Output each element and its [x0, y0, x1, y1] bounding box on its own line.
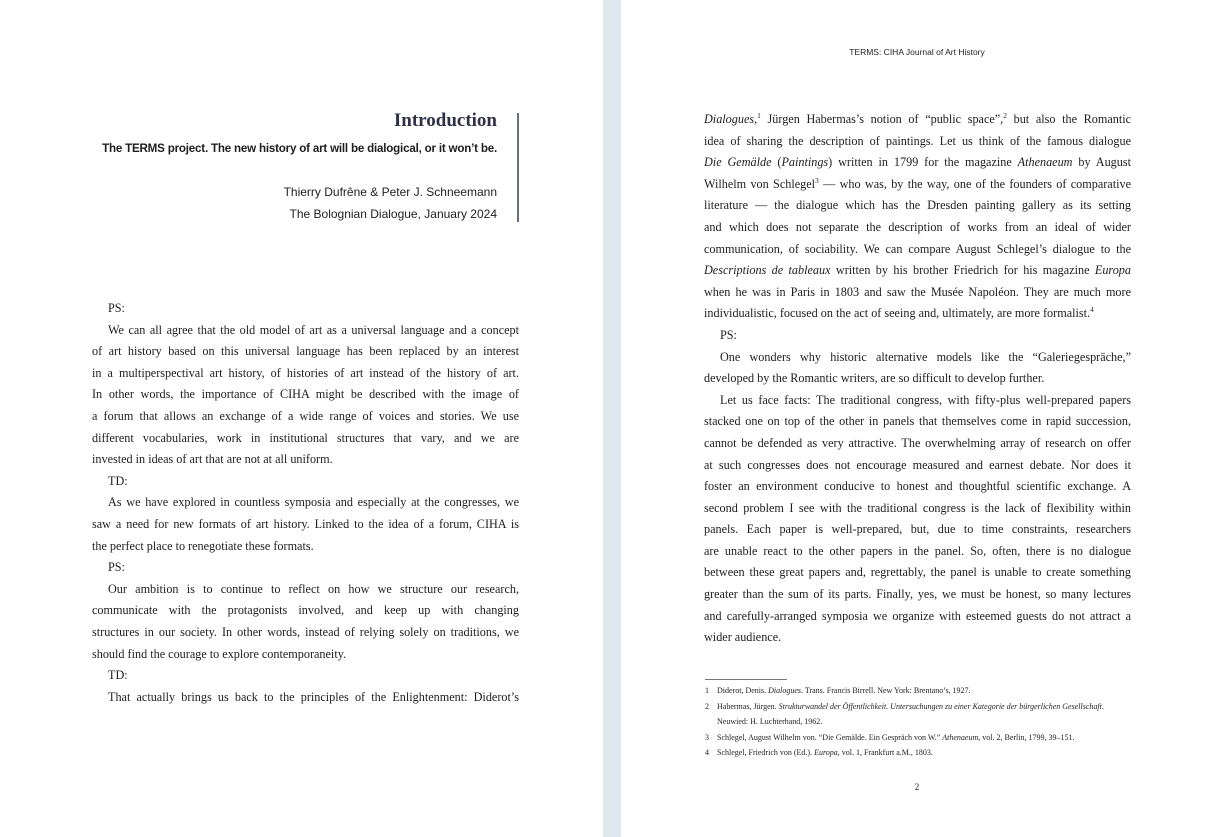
text-line: [92, 514, 519, 536]
text-line: [704, 152, 1131, 174]
text-span: ) written in 1799 for the magazine: [828, 155, 1018, 170]
text-line: [92, 406, 519, 428]
body-text-right: [704, 109, 1131, 649]
text-span: Our ambition is to continue to reflect on how we structure our research,: [108, 581, 519, 596]
text-line: [704, 174, 1131, 196]
footnotes: [705, 683, 1145, 761]
text-span: In other words, the importance of CIHA might be described with the image of: [92, 387, 519, 402]
text-span: individualistic, focused on the act of seeing and, ultimately, are more formalist.: [704, 306, 1091, 321]
text-line: [704, 195, 1131, 217]
text-line: [704, 584, 1131, 606]
footnote: [705, 730, 1145, 746]
text-span: saw a need for new formats of art history. Linked to the idea of a forum, CIHA is: [92, 516, 519, 531]
text-line: [704, 303, 1131, 325]
text-line: [92, 298, 519, 320]
text-span: but also the Romantic: [1006, 112, 1132, 126]
text-span: Athenaeum: [1017, 155, 1073, 170]
text-line: [92, 665, 519, 687]
text-line: [704, 217, 1131, 239]
text-span: and carefully-arranged symposia we organize with esteemed guests do not attract a: [704, 608, 1131, 623]
text-line: [704, 368, 1131, 390]
text-span: — who was, by the way, one of the founders of comparative: [818, 176, 1131, 191]
text-span: wider audience.: [704, 630, 782, 645]
body-text-left: [92, 298, 519, 708]
text-line: [704, 519, 1131, 541]
footnote: [705, 683, 1145, 699]
text-span: .: [1101, 701, 1104, 711]
text-span: literature — the dialogue which has the Dresden painting gallery as its setting: [704, 198, 1131, 213]
text-line: [92, 687, 519, 709]
text-span: written by his brother Friedrich for his magazine: [830, 263, 1095, 278]
text-span: greater than the sum of its parts. Finally, yes, we must be honest, so many lectures: [704, 587, 1131, 602]
text-span: by August: [1072, 155, 1131, 170]
text-span: Habermas, Jürgen.: [717, 701, 779, 711]
page-number: 2: [914, 782, 920, 792]
text-line: [92, 644, 519, 666]
footnote-number: 4: [705, 748, 709, 757]
text-span: stacked one on top of the other in panels that themselves come in rapid succession,: [704, 414, 1131, 429]
text-line: [92, 363, 519, 385]
text-line: [704, 390, 1131, 412]
text-line: [704, 325, 1131, 347]
text-span: Die Gemälde: [704, 155, 772, 170]
running-header: TERMS: CIHA Journal of Art History: [849, 47, 985, 57]
text-span: Jürgen Habermas’s notion of “public space”,: [760, 112, 1004, 126]
text-span: different vocabularies, work in institutional structures that vary, and we are: [92, 430, 519, 445]
text-span: Schlegel, August Wilhelm von. “Die Gemälde. Ein Gespräch von W.”: [717, 732, 943, 742]
authors: Thierry Dufrêne & Peter J. Schneemann: [283, 185, 497, 199]
text-span: of art history based on this universal language has been replaced by an interest: [92, 344, 519, 359]
text-span: That actually brings us back to the principles of the Enlightenment: Diderot’s: [108, 689, 519, 704]
text-line: [92, 471, 519, 493]
text-span: at such congresses does not encourage measured and earnest debate. Nor does it: [704, 457, 1131, 472]
text-span: Europa: [814, 748, 838, 757]
text-span: idea of sharing the description of paintings. Let us think of the famous dialogue: [704, 133, 1131, 148]
footnote: [705, 699, 1145, 730]
footnote: [705, 745, 1145, 761]
text-span: Dialogues: [768, 686, 801, 695]
text-line: [92, 557, 519, 579]
footnote-ref: 2: [1003, 111, 1007, 120]
text-line: [92, 579, 519, 601]
text-span: Neuwied: H. Luchterhand, 1962.: [717, 717, 823, 726]
text-line: [704, 131, 1131, 153]
footnote-number: 3: [705, 732, 709, 742]
text-span: Paintings: [781, 155, 829, 170]
text-line: [704, 282, 1131, 304]
footnote-ref: 1: [757, 111, 761, 120]
title-rule: [517, 113, 519, 222]
text-span: Athenaeum: [942, 732, 979, 742]
text-span: (: [771, 155, 782, 170]
footnote-number: 1: [705, 686, 709, 695]
text-line: [704, 433, 1131, 455]
text-span: Europa: [1094, 263, 1131, 278]
text-span: As we have explored in countless symposia and especially at the congresses, we: [108, 495, 519, 510]
text-span: and which does not separate the description of works from an ideal of wider: [704, 219, 1131, 234]
text-span: cannot be defended as very attractive. The overwhelming array of research on offer: [704, 435, 1131, 450]
text-line: [704, 606, 1131, 628]
text-span: in a multiperspectival art history, of histories of art instead of the history of art.: [92, 365, 519, 380]
page-title: Introduction: [393, 110, 497, 131]
text-span: TD:: [108, 668, 128, 683]
text-span: Let us face facts: The traditional congress, with fifty-plus well-prepared papers: [720, 392, 1131, 407]
text-span: invested in ideas of art that are not at all uniform.: [92, 452, 333, 467]
text-line: [92, 341, 519, 363]
text-line: [704, 260, 1131, 282]
text-span: , vol. 1, Frankfurt a.M., 1803.: [837, 748, 933, 757]
text-span: structures in our society. In other words, instead of relying solely on traditions, we: [92, 624, 519, 639]
text-line: [704, 541, 1131, 563]
text-line: [92, 600, 519, 622]
text-span: Strukturwandel der Öffentlichkeit. Untersuchungen zu einer Kategorie der bürgerlichen Gesellschaft: [778, 701, 1102, 711]
subtitle: The TERMS project. The new history of art will be dialogical, or it won’t be.: [102, 142, 497, 155]
text-line: [704, 347, 1131, 369]
text-line: [92, 449, 519, 471]
text-span: Diderot, Denis.: [717, 686, 769, 695]
text-span: Wilhelm von Schlegel: [704, 176, 816, 191]
text-line: [704, 109, 1131, 131]
text-span: panels. Each paper is well-prepared, but, due to time constraints, researchers: [704, 522, 1131, 537]
text-line: [704, 239, 1131, 261]
footnote-number: 2: [705, 701, 709, 711]
text-line: [92, 384, 519, 406]
text-span: communication, of sociability. We can compare August Schlegel’s dialogue to the: [704, 241, 1131, 256]
text-span: Schlegel, Friedrich von (Ed.).: [717, 748, 815, 757]
text-span: should find the courage to explore contemporaneity.: [92, 646, 347, 661]
text-span: when he was in Paris in 1803 and saw the Musée Napoléon. They are much more: [704, 284, 1131, 299]
text-span: Descriptions de tableaux: [704, 263, 831, 278]
text-span: PS:: [108, 301, 125, 315]
dateline: The Bolognian Dialogue, January 2024: [289, 207, 497, 221]
text-span: PS:: [108, 560, 125, 575]
footnote-ref: 3: [815, 175, 819, 185]
footnote-ref: 4: [1090, 305, 1094, 315]
text-span: Dialogues,: [704, 112, 758, 126]
text-line: [92, 536, 519, 558]
text-span: communicate with the protagonists involved, and keep up with changing: [92, 603, 519, 618]
text-span: a forum that allows an exchange of a wide range of voices and stories. We use: [92, 408, 519, 423]
text-line: [704, 627, 1131, 649]
text-line: [92, 492, 519, 514]
page-left: [0, 0, 603, 837]
text-line: [704, 455, 1131, 477]
text-span: foster an environment conducive to honest and thoughtful scientific exchange. A: [704, 479, 1131, 494]
text-span: PS:: [720, 327, 737, 342]
text-line: [704, 498, 1131, 520]
text-span: are unable react to the other papers in the panel. So, often, there is no dialogue: [704, 543, 1131, 558]
text-line: [704, 411, 1131, 433]
footnote-rule: [705, 679, 787, 680]
text-line: [92, 622, 519, 644]
text-span: the perfect place to renegotiate these formats.: [92, 538, 314, 553]
text-line: [92, 428, 519, 450]
text-span: between these great papers and, regrettably, the panel is unable to create something: [704, 565, 1131, 580]
text-line: [704, 476, 1131, 498]
text-span: second problem I see with the traditional congress is the lack of flexibility within: [704, 500, 1131, 515]
text-line: [704, 562, 1131, 584]
text-span: We can all agree that the old model of art as a universal language and a concept: [108, 322, 519, 337]
text-span: . Trans. Francis Birrell. New York: Brentano’s, 1927.: [801, 686, 971, 695]
page-right: [621, 0, 1227, 837]
text-span: , vol. 2, Berlin, 1799, 39–151.: [978, 732, 1075, 742]
text-span: TD:: [108, 473, 128, 488]
text-span: developed by the Romantic writers, are so difficult to develop further.: [704, 371, 1045, 386]
text-line: [92, 320, 519, 342]
text-span: One wonders why historic alternative models like the “Galeriegespräche,”: [720, 349, 1131, 364]
